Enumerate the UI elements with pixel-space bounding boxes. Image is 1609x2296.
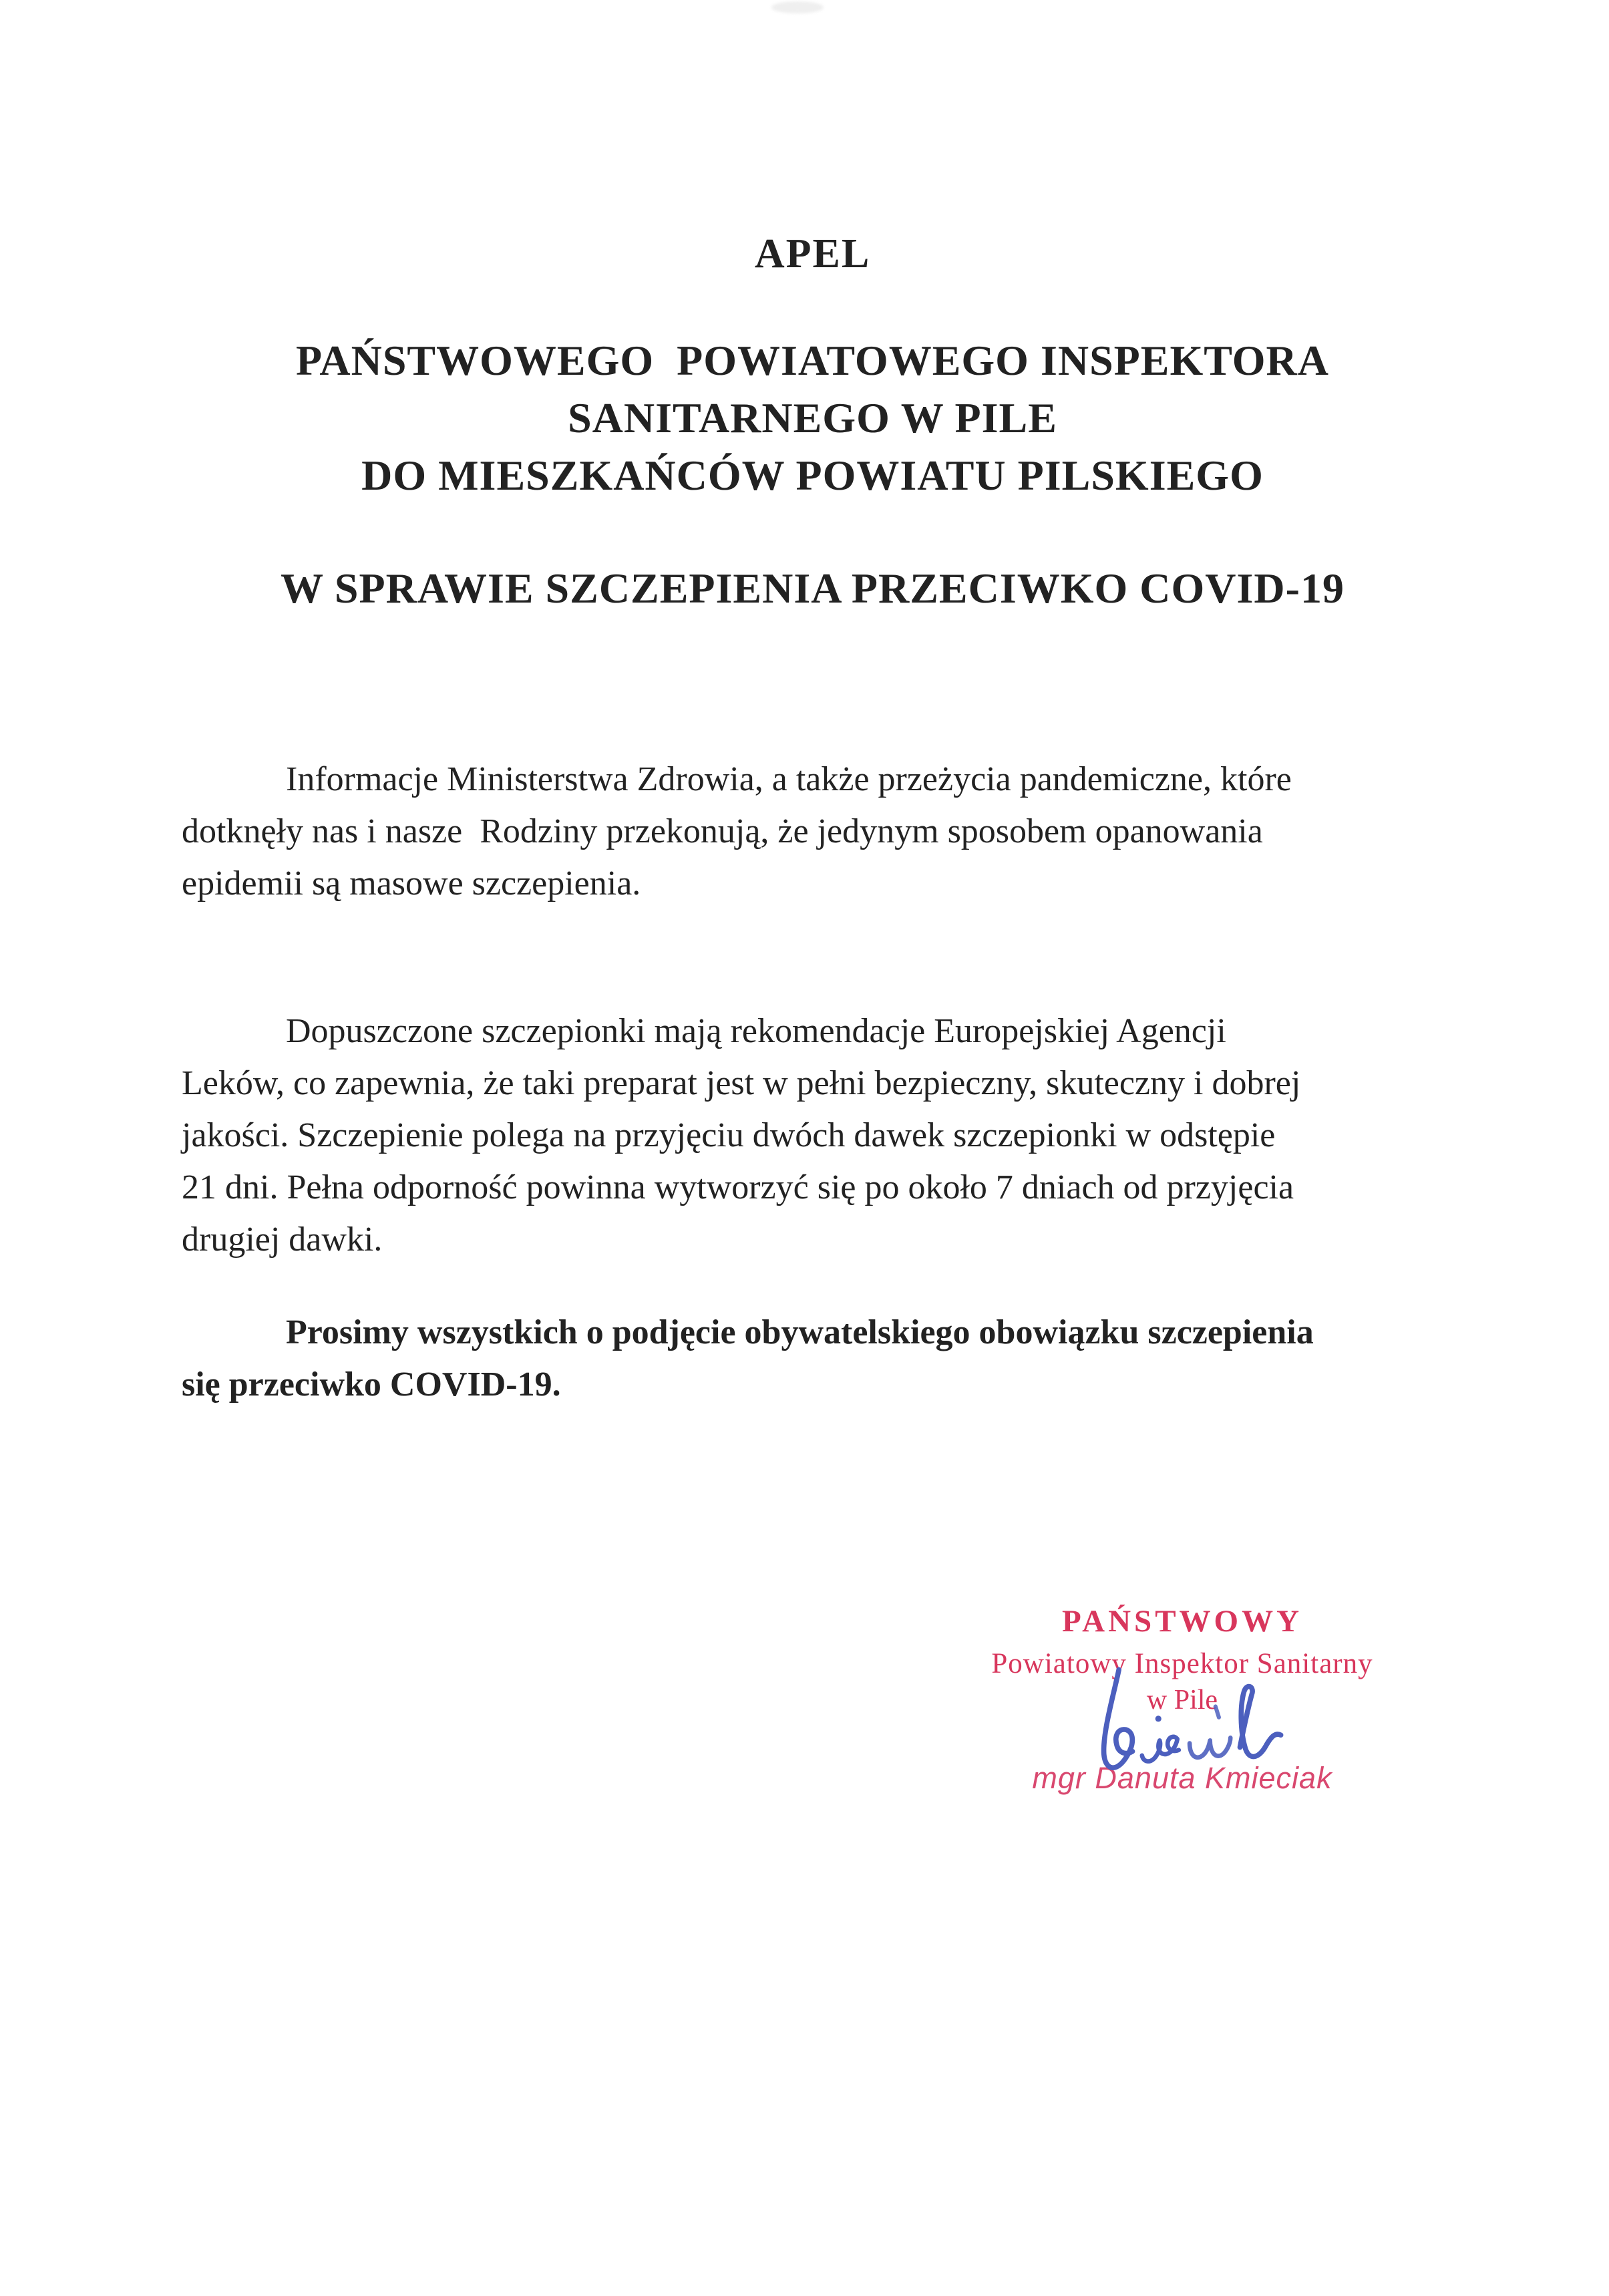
official-stamp	[962, 1602, 1403, 1797]
body-paragraph-2	[182, 1005, 1517, 1266]
paragraph-line: epidemii są masowe szczepienia.	[182, 864, 641, 903]
stamp-line-state: PAŃSTWOWY	[1061, 1604, 1303, 1639]
addresser-line: PAŃSTWOWEGO POWIATOWEGO INSPEKTORA	[296, 337, 1329, 384]
addresser-line: DO MIESZKAŃCÓW POWIATU PILSKIEGO	[361, 452, 1264, 499]
addresser-block	[182, 332, 1443, 504]
paragraph-line: Leków, co zapewnia, że taki preparat jest w pełni bezpieczny, skuteczny i dobrej	[182, 1064, 1301, 1102]
paragraph-line: się przeciwko COVID-19.	[182, 1365, 561, 1404]
paragraph-line: Dopuszczone szczepionki mają rekomendacje Europejskiej Agencji	[286, 1012, 1226, 1050]
paragraph-line: Prosimy wszystkich o podjęcie obywatelskiego obowiązku szczepienia	[286, 1313, 1314, 1351]
stamp-signatory-name: mgr Danuta Kmieciak	[1032, 1761, 1332, 1795]
body-paragraph-appeal	[182, 1307, 1517, 1411]
paragraph-line: dotknęły nas i nasze Rodziny przekonują, że jedynym sposobem opanowania	[182, 812, 1263, 850]
subject-line: W SPRAWIE SZCZEPIENIA PRZECIWKO COVID-19	[281, 564, 1345, 612]
paragraph-line: Informacje Ministerstwa Zdrowia, a także przeżycia pandemiczne, które	[286, 760, 1292, 798]
addresser-line: SANITARNEGO W PILE	[568, 394, 1057, 442]
scan-smudge	[771, 1, 824, 13]
letter-title: APEL	[754, 231, 871, 277]
stamp-line-location: w Pile	[1146, 1685, 1218, 1715]
body-paragraph-1	[182, 754, 1517, 910]
paragraph-line: jakości. Szczepienie polega na przyjęciu dwóch dawek szczepionki w odstępie	[182, 1116, 1276, 1154]
paragraph-line: 21 dni. Pełna odporność powinna wytworzyć się po około 7 dniach od przyjęcia	[182, 1168, 1294, 1206]
paragraph-line: drugiej dawki.	[182, 1220, 383, 1259]
stamp-line-office: Powiatowy Inspektor Sanitarny	[991, 1648, 1373, 1679]
